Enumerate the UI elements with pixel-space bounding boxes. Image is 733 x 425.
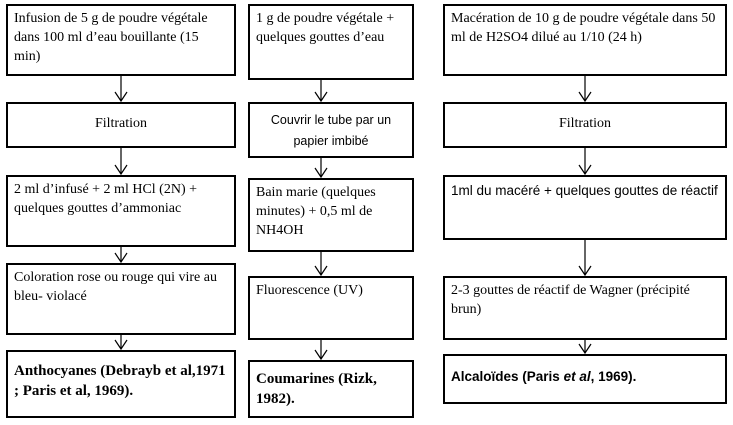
result-alcaloides-italic: et al: [563, 369, 591, 384]
arrowhead-icon: [115, 340, 127, 349]
step-coloration: Coloration rose ou rouge qui vire au bleu- violacé: [6, 263, 236, 335]
arrowhead-icon: [315, 350, 327, 359]
step-filtration-1: Filtration: [6, 102, 236, 148]
arrowhead-icon: [115, 165, 127, 174]
arrowhead-icon: [315, 266, 327, 275]
result-alcaloides-prefix: Alcaloïdes (Paris: [451, 369, 564, 384]
arrowhead-icon: [315, 92, 327, 101]
step-bain-marie: Bain marie (quelques minutes) + 0,5 ml de NH4OH: [248, 178, 414, 252]
step-fluorescence: Fluorescence (UV): [248, 276, 414, 340]
arrowhead-icon: [579, 266, 591, 275]
step-poudre-eau: 1 g de poudre végétale + quelques gouttes d’eau: [248, 4, 414, 80]
step-macere-reactif: 1ml du macéré + quelques gouttes de réactif: [443, 175, 727, 240]
result-alcaloides-suffix: , 1969).: [590, 369, 637, 384]
step-filtration-2: Filtration: [443, 102, 727, 148]
step-wagner: 2-3 gouttes de réactif de Wagner (précipité brun): [443, 276, 727, 340]
arrowhead-icon: [579, 344, 591, 353]
arrowhead-icon: [115, 92, 127, 101]
result-alcaloides: [443, 354, 727, 404]
result-anthocyanes: Anthocyanes (Debrayb et al,1971 ; Paris et al, 1969).: [6, 350, 236, 418]
step-maceration: Macération de 10 g de poudre végétale dans 50 ml de H2SO4 dilué au 1/10 (24 h): [443, 4, 727, 76]
arrowhead-icon: [115, 253, 127, 262]
arrowhead-icon: [315, 168, 327, 177]
result-coumarines: Coumarines (Rizk, 1982).: [248, 360, 414, 418]
step-infusion: Infusion de 5 g de poudre végétale dans 100 ml d’eau bouillante (15 min): [6, 4, 236, 76]
step-couvrir-tube: Couvrir le tube par un papier imbibé: [248, 102, 414, 158]
arrowhead-icon: [579, 92, 591, 101]
arrowhead-icon: [579, 165, 591, 174]
step-reagent-hcl: 2 ml d’infusé + 2 ml HCl (2N) + quelques gouttes d’ammoniac: [6, 175, 236, 247]
